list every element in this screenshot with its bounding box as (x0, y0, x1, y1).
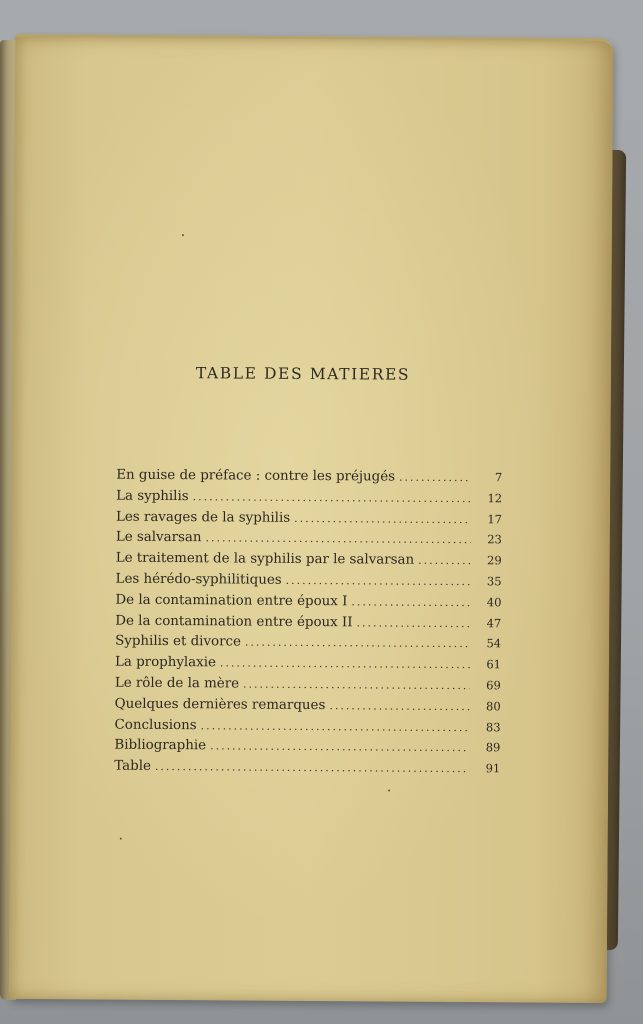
toc-entry-label: La syphilis (116, 488, 189, 504)
toc-entry-label: Les hérédo-syphilitiques (115, 571, 282, 588)
table-of-contents (114, 468, 502, 783)
toc-entry-label: Table (114, 758, 151, 775)
toc-entry (114, 738, 500, 761)
toc-entry-page: 12 (487, 491, 503, 506)
toc-entry-page: 69 (486, 678, 501, 693)
toc-entry (116, 468, 502, 491)
toc-entry-page: 35 (486, 574, 502, 589)
toc-entry-page: 83 (485, 719, 501, 734)
toc-entry-label: Le rôle de la mère (114, 675, 240, 692)
toc-entry (114, 759, 500, 782)
leader-dots (220, 657, 470, 672)
toc-entry-page: 47 (486, 615, 502, 630)
leader-dots (351, 595, 470, 609)
leader-dots (210, 740, 469, 755)
toc-entry-label: De la contamination entre époux II (115, 613, 353, 630)
leader-dots (155, 760, 469, 775)
toc-entry-page: 23 (487, 532, 502, 547)
toc-entry-label: Conclusions (114, 717, 197, 733)
toc-entry-label: En guise de préface : contre les préjugés (116, 467, 396, 485)
leader-dots (399, 471, 471, 485)
toc-entry (115, 634, 501, 657)
leader-dots (205, 532, 470, 547)
toc-entry (115, 592, 501, 615)
toc-entry-label: Quelques dernières remarques (114, 696, 326, 713)
toc-entry-label: Le traitement de la syphilis par le salvarsan (115, 550, 415, 568)
toc-entry (115, 613, 501, 636)
leader-dots (294, 511, 471, 525)
toc-entry (115, 572, 501, 595)
toc-entry (115, 696, 501, 719)
paper-speck (182, 234, 184, 236)
toc-entry-label: Les ravages de la syphilis (115, 509, 291, 526)
leader-dots (329, 699, 469, 713)
toc-entry-page: 61 (486, 657, 502, 672)
leader-dots (286, 574, 471, 588)
toc-entry-page: 54 (486, 636, 502, 651)
toc-entry-page: 80 (486, 698, 501, 714)
toc-entry-page: 29 (487, 553, 502, 568)
toc-entry-page: 89 (485, 740, 501, 755)
paper-speck (120, 838, 122, 840)
toc-entry (116, 551, 502, 574)
toc-entry-page: 40 (486, 595, 502, 610)
leader-dots (243, 677, 470, 692)
leader-dots (356, 616, 470, 630)
leader-dots (201, 719, 470, 734)
toc-entry-label: Le salvarsan (115, 530, 202, 546)
toc-entry (116, 509, 502, 532)
page-title: TABLE DES MATIERES (195, 364, 411, 384)
toc-entry-label: Syphilis et divorce (115, 634, 241, 650)
toc-entry-page: 91 (485, 761, 501, 776)
book-page (9, 34, 614, 1003)
leader-dots (418, 554, 471, 567)
toc-entry (116, 530, 502, 553)
toc-entry (115, 676, 501, 699)
toc-entry (116, 488, 502, 511)
leader-dots (245, 636, 470, 651)
toc-entry-page: 7 (494, 470, 503, 485)
toc-entry (115, 655, 501, 678)
toc-entry-label: De la contamination entre époux I (115, 592, 348, 610)
toc-entry (114, 717, 500, 740)
toc-entry-label: Bibliographie (114, 737, 207, 754)
leader-dots (193, 490, 472, 505)
paper-speck (388, 790, 390, 792)
toc-entry-label: La prophylaxie (114, 654, 216, 671)
toc-entry-page: 17 (487, 511, 503, 526)
